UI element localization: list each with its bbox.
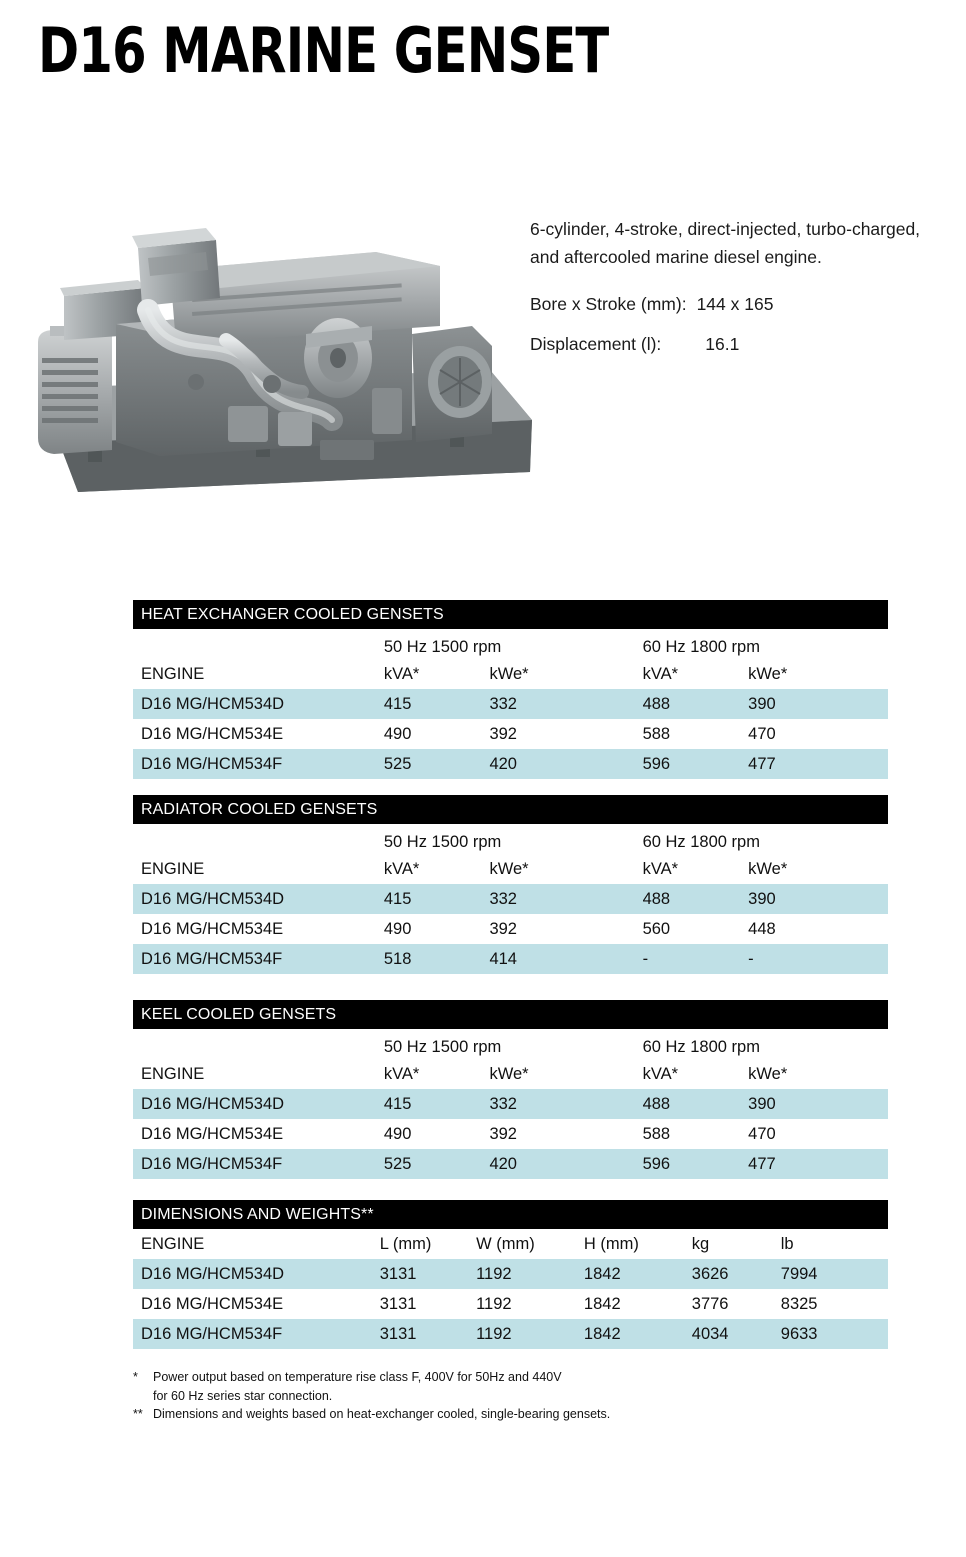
- cell-length: 3131: [379, 1294, 417, 1313]
- cell-kwe-60: 470: [748, 724, 776, 743]
- cell-engine: D16 MG/HCM534F: [141, 754, 283, 773]
- table-row: [133, 719, 888, 749]
- displacement-row: [530, 330, 930, 358]
- col-height: H (mm): [583, 1234, 639, 1253]
- cell-length: 3131: [379, 1324, 417, 1343]
- cell-kwe-60: 390: [748, 694, 776, 713]
- cell-kva-50: 518: [383, 949, 412, 968]
- cell-engine: D16 MG/HCM534E: [141, 919, 284, 938]
- group-header-row: [133, 629, 888, 659]
- group-header-row: [133, 1029, 888, 1059]
- displacement-value: 16.1: [705, 334, 740, 355]
- cell-kwe-50: 392: [489, 1124, 517, 1143]
- col-kwe-50: kWe*: [489, 859, 529, 878]
- table-radiator-cooled: [133, 795, 888, 974]
- cell-height: 1842: [583, 1294, 621, 1313]
- table-row: [133, 1319, 888, 1349]
- table-row: [133, 884, 888, 914]
- col-engine: ENGINE: [141, 1234, 205, 1253]
- cell-width: 1192: [476, 1264, 512, 1283]
- footnote-power-output: [133, 1368, 893, 1386]
- group-header-60hz: 60 Hz 1800 rpm: [642, 1037, 760, 1056]
- cell-lb: 9633: [780, 1324, 818, 1343]
- column-header-row: [133, 1059, 888, 1089]
- cell-engine: D16 MG/HCM534E: [141, 1294, 284, 1313]
- cell-length: 3131: [379, 1264, 417, 1283]
- col-kwe-60: kWe*: [748, 1064, 788, 1083]
- table-row: [133, 689, 888, 719]
- genset-product-image: [20, 120, 540, 540]
- cell-kwe-60: 470: [748, 1124, 776, 1143]
- cell-kva-60: 588: [642, 724, 671, 743]
- col-kva-50: kVA*: [383, 664, 420, 683]
- cell-kva-50: 490: [383, 919, 412, 938]
- cell-lb: 7994: [780, 1264, 818, 1283]
- cell-engine: D16 MG/HCM534E: [141, 1124, 284, 1143]
- cell-kva-60: 488: [642, 1094, 671, 1113]
- cell-kwe-50: 332: [489, 694, 517, 713]
- footnote-power-output-line2: for 60 Hz series star connection.: [153, 1389, 333, 1404]
- group-header-spacer: [133, 1029, 376, 1059]
- cell-kva-50: 490: [383, 1124, 412, 1143]
- cell-engine: D16 MG/HCM534E: [141, 724, 284, 743]
- cell-kwe-50: 420: [489, 1154, 517, 1173]
- table-title: DIMENSIONS AND WEIGHTS**: [133, 1200, 888, 1229]
- cell-kva-50: 415: [383, 1094, 412, 1113]
- cell-kva-60: 596: [642, 1154, 671, 1173]
- col-length: L (mm): [379, 1234, 432, 1253]
- col-kwe-50: kWe*: [489, 664, 529, 683]
- cell-kwe-60: 390: [748, 889, 776, 908]
- bore-stroke-row: [530, 290, 930, 318]
- bore-stroke-value: 144 x 165: [696, 293, 774, 314]
- col-kva-60: kVA*: [642, 664, 679, 683]
- cell-kva-60: 560: [642, 919, 671, 938]
- engine-spec-block: [530, 215, 930, 370]
- cell-kwe-60: -: [748, 949, 754, 968]
- cell-kva-50: 490: [383, 724, 412, 743]
- col-kva-60: kVA*: [642, 1064, 679, 1083]
- table-title: HEAT EXCHANGER COOLED GENSETS: [133, 600, 888, 629]
- cell-height: 1842: [583, 1264, 621, 1283]
- table-row: [133, 944, 888, 974]
- cell-width: 1192: [476, 1294, 512, 1313]
- cell-kwe-50: 392: [489, 724, 517, 743]
- cell-kva-60: -: [642, 949, 649, 968]
- group-header-50hz: 50 Hz 1500 rpm: [383, 637, 502, 656]
- cell-kwe-50: 414: [489, 949, 517, 968]
- footnote-mark: *: [133, 1370, 138, 1384]
- cell-engine: D16 MG/HCM534D: [141, 1094, 285, 1113]
- cell-kg: 3626: [691, 1264, 729, 1283]
- table-row: [133, 1089, 888, 1119]
- cell-engine: D16 MG/HCM534D: [141, 889, 285, 908]
- cell-kwe-60: 390: [748, 1094, 776, 1113]
- col-kwe-60: kWe*: [748, 859, 788, 878]
- column-header-row: [133, 1229, 888, 1259]
- group-header-60hz: 60 Hz 1800 rpm: [642, 832, 760, 851]
- table-row: [133, 1119, 888, 1149]
- cell-height: 1842: [583, 1324, 621, 1343]
- footnote-mark: **: [133, 1407, 143, 1422]
- cell-kwe-50: 420: [489, 754, 517, 773]
- cell-kwe-50: 332: [489, 1094, 517, 1113]
- col-engine: ENGINE: [141, 859, 205, 878]
- table-dimensions-weights: [133, 1200, 888, 1349]
- column-header-row: [133, 854, 888, 884]
- cell-engine: D16 MG/HCM534F: [141, 1154, 283, 1173]
- cell-kwe-60: 448: [748, 919, 776, 938]
- table-row: [133, 749, 888, 779]
- table-heat-exchanger-cooled: [133, 600, 888, 779]
- table-row: [133, 1149, 888, 1179]
- group-header-spacer: [133, 629, 376, 659]
- table-keel-cooled: [133, 1000, 888, 1179]
- col-kva-60: kVA*: [642, 859, 679, 878]
- cell-kva-50: 415: [383, 889, 412, 908]
- cell-width: 1192: [476, 1324, 512, 1343]
- col-kva-50: kVA*: [383, 859, 420, 878]
- group-header-spacer: [133, 824, 376, 854]
- engine-description: 6-cylinder, 4-stroke, direct-injected, turbo-charged, and aftercooled marine diesel engine.: [530, 219, 921, 268]
- col-width: W (mm): [476, 1234, 535, 1253]
- cell-kwe-60: 477: [748, 1154, 776, 1173]
- cell-engine: D16 MG/HCM534D: [141, 1264, 285, 1283]
- footnotes: [133, 1368, 893, 1424]
- cell-kva-50: 415: [383, 694, 412, 713]
- table-title: KEEL COOLED GENSETS: [133, 1000, 888, 1029]
- bore-stroke-label: Bore x Stroke (mm):: [530, 293, 687, 314]
- page-title: D16 MARINE GENSET: [38, 14, 609, 87]
- col-engine: ENGINE: [141, 1064, 205, 1083]
- cell-kg: 4034: [691, 1324, 729, 1343]
- group-header-50hz: 50 Hz 1500 rpm: [383, 832, 502, 851]
- footnote-text: Power output based on temperature rise class F, 400V for 50Hz and 440V: [153, 1370, 562, 1384]
- cell-engine: D16 MG/HCM534F: [141, 1324, 283, 1343]
- col-engine: ENGINE: [141, 664, 205, 683]
- cell-kva-60: 588: [642, 1124, 671, 1143]
- group-header-row: [133, 824, 888, 854]
- col-kg: kg: [691, 1234, 710, 1253]
- footnote-text: Dimensions and weights based on heat-exchanger cooled, single-bearing gensets.: [153, 1407, 611, 1422]
- cell-kva-60: 596: [642, 754, 671, 773]
- table-row: [133, 1259, 888, 1289]
- displacement-label: Displacement (l):: [530, 334, 662, 355]
- table-title: RADIATOR COOLED GENSETS: [133, 795, 888, 824]
- cell-kwe-60: 477: [748, 754, 776, 773]
- table-row: [133, 914, 888, 944]
- cell-lb: 8325: [780, 1294, 818, 1313]
- col-kva-50: kVA*: [383, 1064, 420, 1083]
- cell-kg: 3776: [691, 1294, 729, 1313]
- cell-kwe-50: 332: [489, 889, 517, 908]
- group-header-60hz: 60 Hz 1800 rpm: [642, 637, 760, 656]
- table-row: [133, 1289, 888, 1319]
- col-lb: lb: [780, 1234, 794, 1253]
- cell-kva-60: 488: [642, 694, 671, 713]
- cell-kva-50: 525: [383, 1154, 412, 1173]
- column-header-row: [133, 659, 888, 689]
- cell-engine: D16 MG/HCM534F: [141, 949, 283, 968]
- group-header-50hz: 50 Hz 1500 rpm: [383, 1037, 502, 1056]
- cell-engine: D16 MG/HCM534D: [141, 694, 285, 713]
- col-kwe-50: kWe*: [489, 1064, 529, 1083]
- cell-kwe-50: 392: [489, 919, 517, 938]
- cell-kva-60: 488: [642, 889, 671, 908]
- footnote-dimensions: [133, 1405, 893, 1423]
- cell-kva-50: 525: [383, 754, 412, 773]
- col-kwe-60: kWe*: [748, 664, 788, 683]
